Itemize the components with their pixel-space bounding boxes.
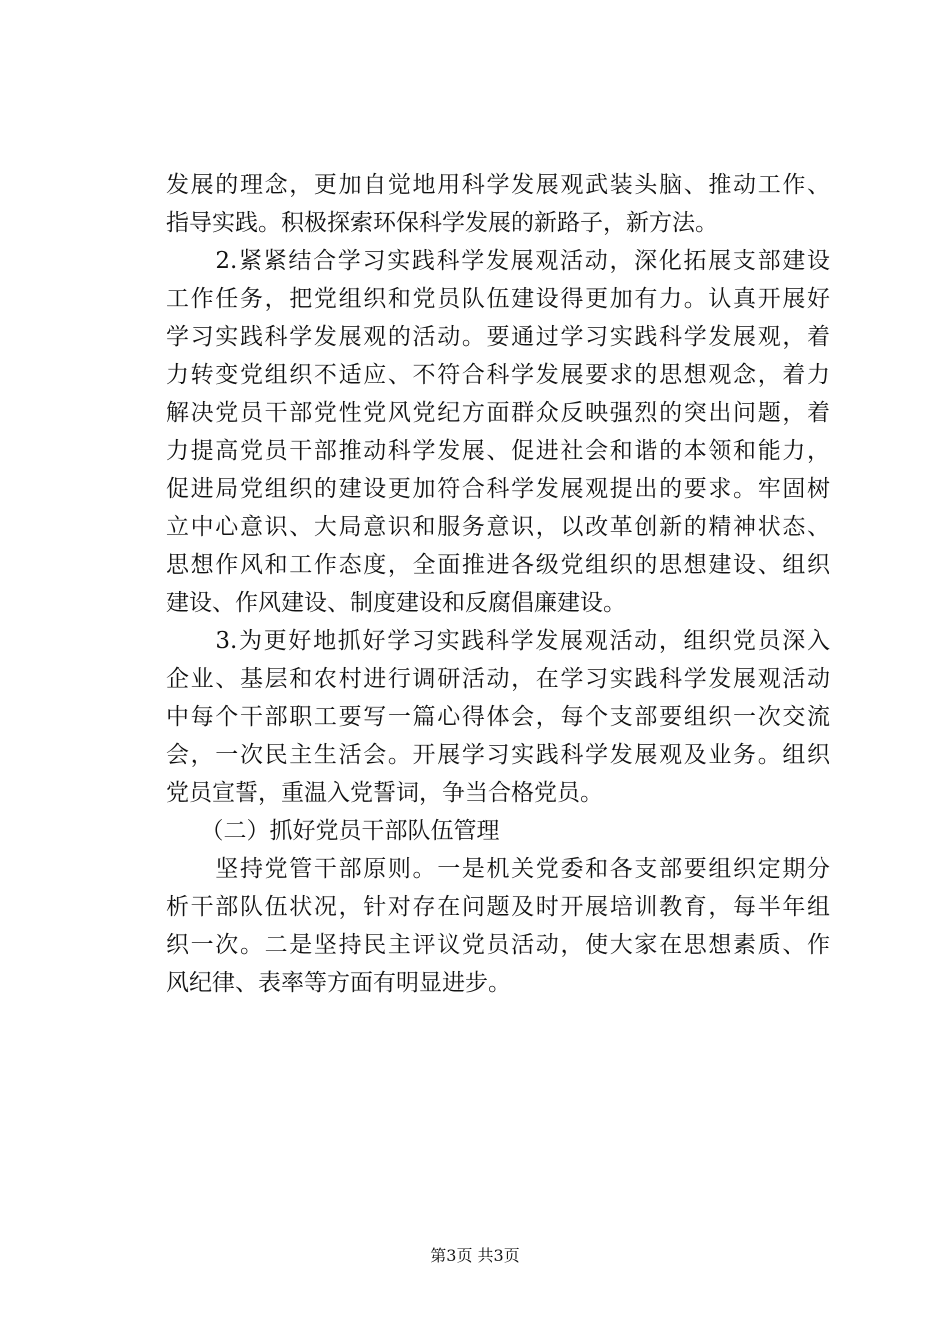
text-line: 建设、作风建设、制度建设和反腐倡廉建设。 <box>166 590 626 616</box>
text-line: 力提高党员干部推动科学发展、促进社会和谐的本领和能力， <box>166 438 830 464</box>
text-line: 坚持党管干部原则。一是机关党委和各支部要组织定期分 <box>166 856 830 882</box>
text-line: 促进局党组织的建设更加符合科学发展观提出的要求。牢固树 <box>166 476 830 502</box>
body-text <box>166 166 830 1002</box>
text-line: 力转变党组织不适应、不符合科学发展要求的思想观念，着力 <box>166 362 830 388</box>
text-line: 工作任务，把党组织和党员队伍建设得更加有力。认真开展好 <box>166 286 830 312</box>
text-line: 企业、基层和农村进行调研活动，在学习实践科学发展观活动 <box>166 666 830 692</box>
text-line: 风纪律、表率等方面有明显进步。 <box>166 970 511 996</box>
text-line: 思想作风和工作态度，全面推进各级党组织的思想建设、组织 <box>166 552 830 578</box>
text-line: 学习实践科学发展观的活动。要通过学习实践科学发展观，着 <box>166 324 830 350</box>
text-line: 发展的理念，更加自觉地用科学发展观武装头脑、推动工作、 <box>166 172 830 198</box>
text-line: 党员宣誓，重温入党誓词，争当合格党员。 <box>166 780 603 806</box>
text-line: 析干部队伍状况，针对存在问题及时开展培训教育，每半年组 <box>166 894 830 920</box>
text-line: 中每个干部职工要写一篇心得体会，每个支部要组织一次交流 <box>166 704 830 730</box>
text-line: 3.为更好地抓好学习实践科学发展观活动，组织党员深入 <box>166 628 830 654</box>
page-footer: 第3页 共3页 <box>430 1246 520 1265</box>
text-line: 织一次。二是坚持民主评议党员活动，使大家在思想素质、作 <box>166 932 830 958</box>
text-line: 2.紧紧结合学习实践科学发展观活动，深化拓展支部建设 <box>166 248 830 274</box>
text-line: 立中心意识、大局意识和服务意识，以改革创新的精神状态、 <box>166 514 830 540</box>
section-heading: （二）抓好党员干部队伍管理 <box>166 818 500 844</box>
text-line: 解决党员干部党性党风党纪方面群众反映强烈的突出问题，着 <box>166 400 830 426</box>
text-line: 会，一次民主生活会。开展学习实践科学发展观及业务。组织 <box>166 742 830 768</box>
text-line: 指导实践。积极探索环保科学发展的新路子，新方法。 <box>166 210 718 236</box>
